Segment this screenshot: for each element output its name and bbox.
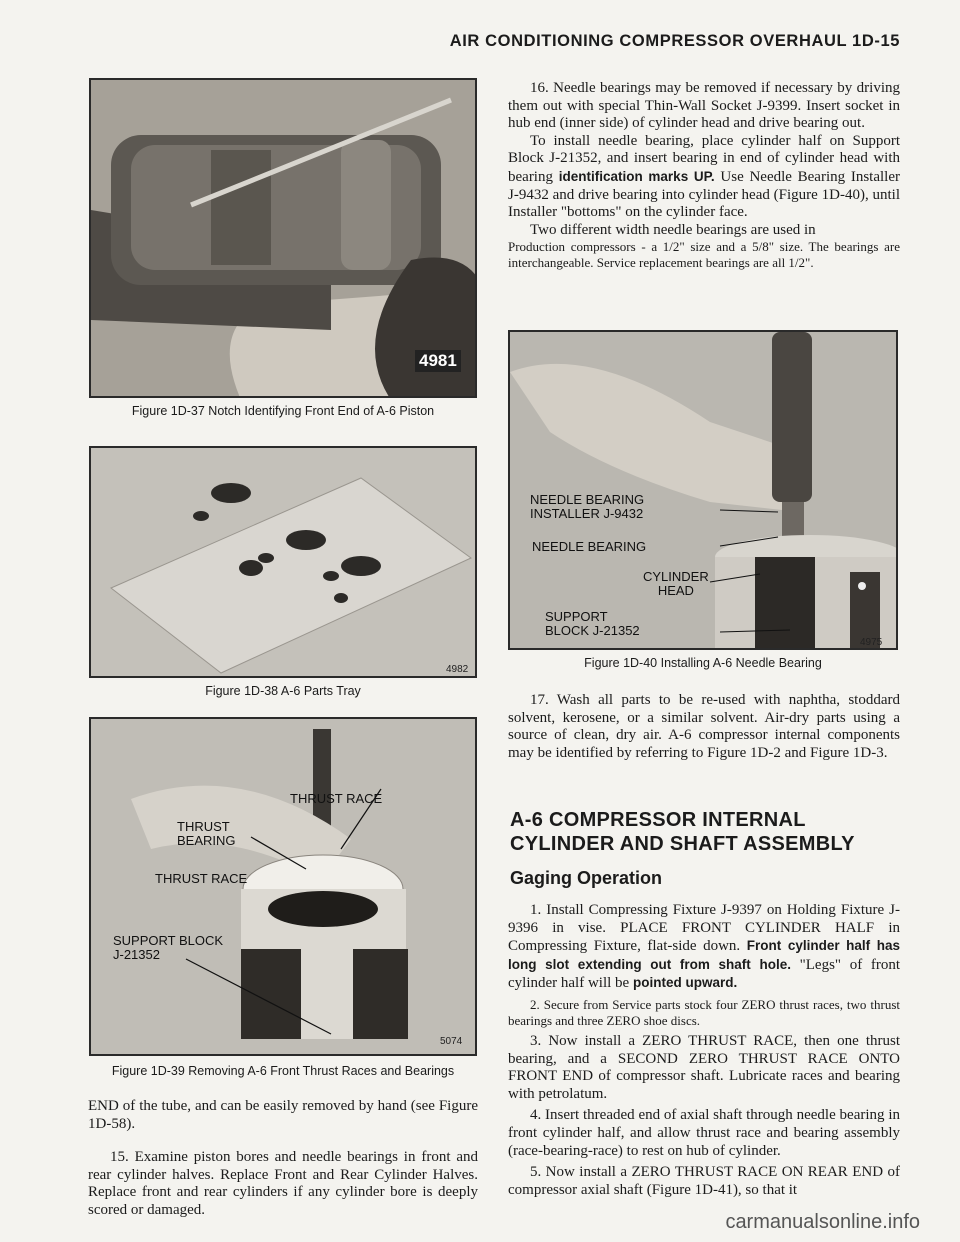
figure-1d-37-caption: Figure 1D-37 Notch Identifying Front End of A-6 Piston [131, 404, 435, 418]
step-16-install-text: To install needle bearing, place cylinder half on Support Block J-21352, and insert bearing in end of cylinder head with bearing [508, 132, 900, 185]
needle-bearing-installer-illustration [510, 332, 898, 650]
step-16-install-text-2: Use Needle Bearing Installer J-9432 and drive bearing into cylinder head (Figure 1D-40), until Installer "bottoms" on the cylinder face. [508, 168, 900, 221]
figure-1d-38-photo [89, 446, 477, 678]
step-16-install [508, 133, 900, 222]
watermark: carmanualsonline.info [725, 1211, 920, 1233]
sub-title: Gaging Operation [510, 868, 663, 888]
page-header: AIR CONDITIONING COMPRESSOR OVERHAUL 1D-15 [449, 32, 900, 50]
figure-1d-40-photo [508, 330, 898, 650]
section-title: A-6 COMPRESSOR INTERNAL CYLINDER AND SHAFT ASSEMBLY [510, 809, 855, 855]
step-17: 17. Wash all parts to be re-used with naphtha, stoddard solvent, kerosene, or a similar solvent. Air-dry parts using a source of clean, dry air. A-6 compressor internal components may be identified by referring to Figure 1D-2 and Figure 1D-3. [508, 692, 900, 761]
figure-1d-38-caption: Figure 1D-38 A-6 Parts Tray [205, 684, 361, 698]
label-thrust-race-mid: THRUST RACE [155, 871, 248, 886]
thrust-race-illustration [91, 719, 477, 1056]
parts-tray-illustration [91, 448, 477, 678]
label-needle-bearing-installer: NEEDLE BEARING INSTALLER J-9432 [530, 492, 645, 521]
figure-1d-39-photo [89, 717, 477, 1056]
label-cylinder-head: CYLINDER HEAD [643, 569, 709, 598]
left-paragraph-1: END of the tube, and can be easily removed by hand (see Figure 1D-58). [88, 1098, 478, 1132]
gaging-step-1-text: 1. Install Compressing Fixture J-9397 on Holding Fixture J-9396 in vise. PLACE FRONT CYLINDER HALF in Compressing Fixture, flat-side down. [508, 902, 900, 955]
figure-1d-39-number: 5074 [440, 1036, 463, 1047]
pointed-upward-note: pointed upward. [632, 975, 738, 991]
step-16-remove: 16. Needle bearings may be removed if necessary by driving them out with special Thin-Wall Socket J-9399. Insert socket in hub end (inner side) of cylinder head and drive bearing out. [508, 80, 900, 132]
left-column-text [88, 1098, 478, 1220]
label-thrust-race-top: THRUST RACE [290, 791, 383, 806]
gaging-step-5: 5. Now install a ZERO THRUST RACE ON REAR END of compressor axial shaft (Figure 1D-41), so that it [508, 1164, 900, 1198]
gaging-step-1 [508, 902, 900, 993]
front-cylinder-note: Front cylinder half has long slot extending out from shaft hole. [508, 938, 900, 972]
figure-1d-38-number: 4982 [446, 664, 469, 675]
gaging-step-4: 4. Insert threaded end of axial shaft through needle bearing in front cylinder half, and allow thrust race and bearing assembly (race-bearing-race) to rest on hub of cylinder. [508, 1107, 900, 1159]
figure-1d-40-number: 4975 [860, 637, 883, 648]
gaging-step-2: 2. Secure from Service parts stock four ZERO thrust races, two thrust bearings and three ZERO shoe discs. [508, 996, 900, 1028]
step-17-block [508, 692, 900, 762]
gaging-step-1-text-2: "Legs" of front cylinder half will be [508, 956, 901, 992]
label-support-block-40: SUPPORT BLOCK J-21352 [545, 609, 640, 638]
label-support-block: SUPPORT BLOCK J-21352 [113, 933, 224, 962]
step-16-widths: Two different width needle bearings are used in [530, 221, 816, 238]
left-paragraph-15: 15. Examine piston bores and needle bearings in front and rear cylinder halves. Replace Front and Rear Cylinder Halves. Replace front and rear cylinders if any cylinder bore is deeply scored or damaged. [88, 1149, 478, 1218]
label-needle-bearing: NEEDLE BEARING [532, 539, 647, 554]
identification-marks: identification marks UP. [558, 168, 715, 184]
figure-1d-37-number: 4981 [415, 350, 461, 372]
label-thrust-bearing: THRUST BEARING [177, 819, 236, 848]
gaging-steps [508, 902, 900, 1199]
right-column-upper [508, 80, 900, 271]
figure-1d-40-caption: Figure 1D-40 Installing A-6 Needle Bearing [584, 656, 822, 670]
gaging-step-3: 3. Now install a ZERO THRUST RACE, then one thrust bearing, and a SECOND ZERO THRUST RACE ONTO FRONT END of compressor shaft. Lubricate races and bearing with petrolatum. [508, 1032, 900, 1102]
figure-1d-39-caption: Figure 1D-39 Removing A-6 Front Thrust Races and Bearings [111, 1064, 455, 1078]
step-16-widths-2: Production compressors - a 1/2" size and a 5/8" size. The bearings are interchangeable. Service replacement bearings are all 1/2". [508, 239, 900, 271]
